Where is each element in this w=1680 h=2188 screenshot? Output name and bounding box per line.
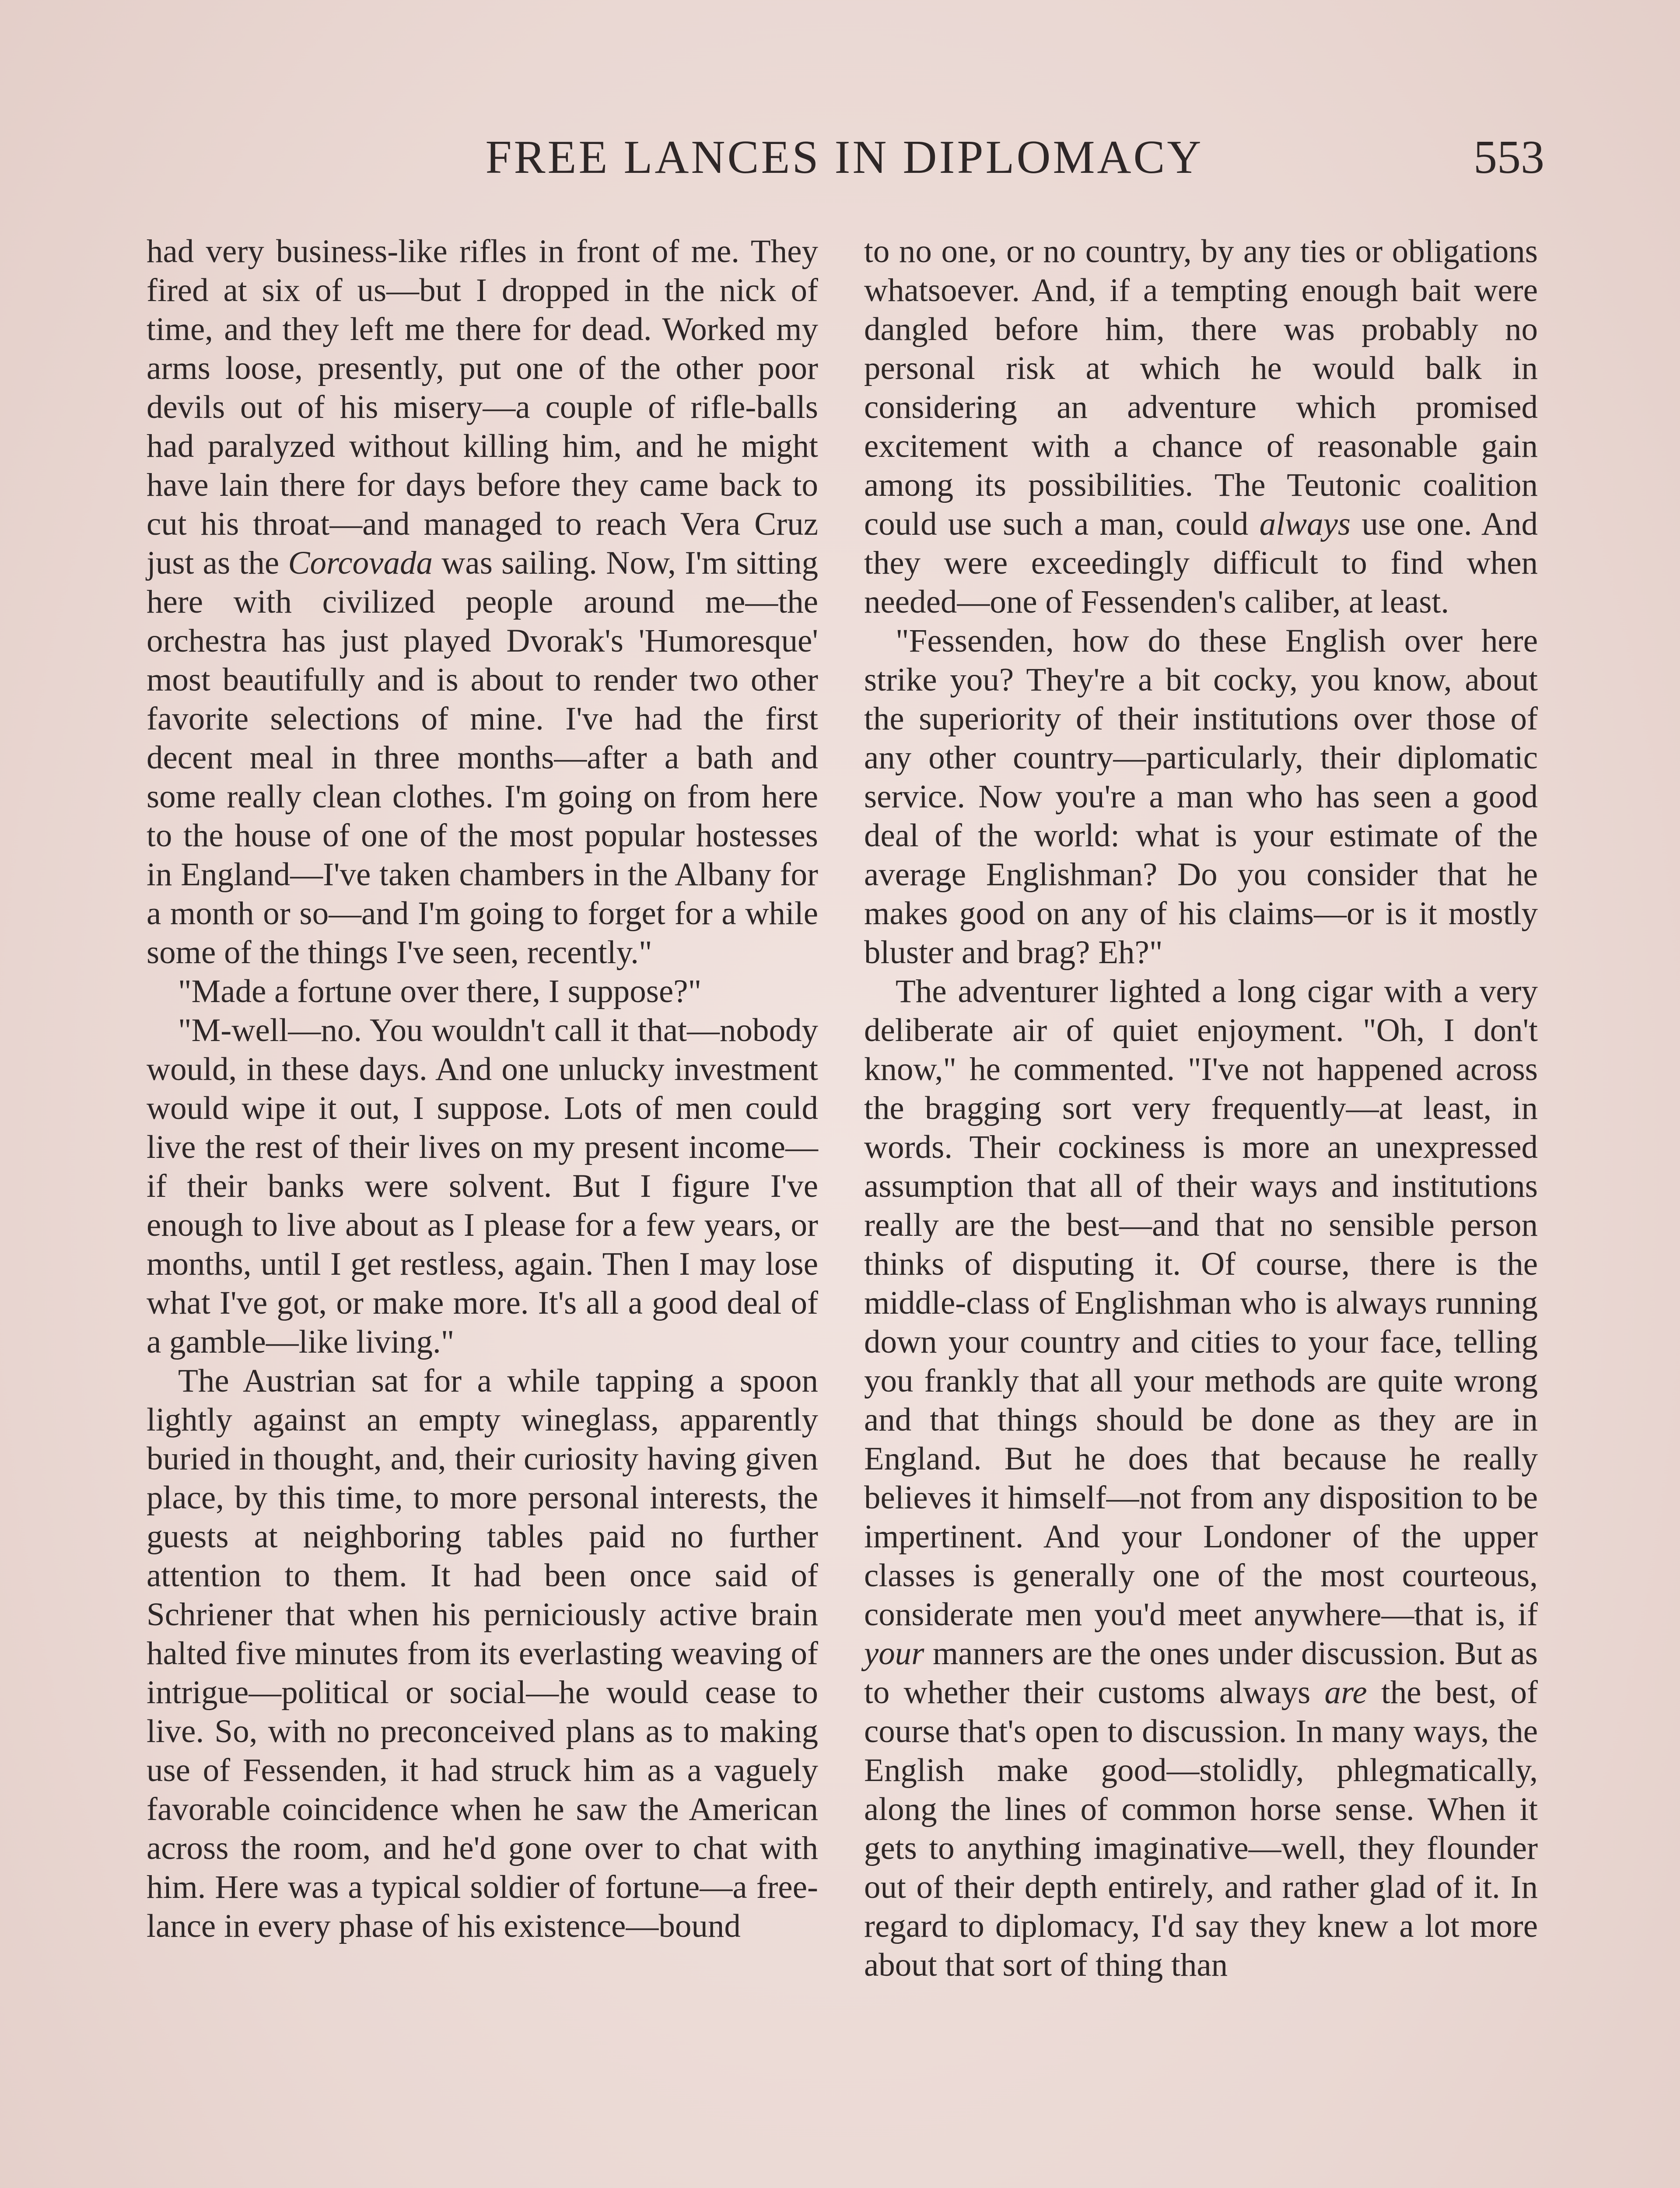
paragraph-text: the best, of course that's open to discussion. In many ways, the English make good—stolidly, phlegmatically, along the lines of common horse sense. When it gets to anything imaginative—well, they flounder out of their depth entirely, and rather glad of it. In regard to diplomacy, I'd say they knew a lot more about that sort of thing than [864, 1674, 1538, 1983]
paragraph-text: The adventurer lighted a long cigar with a very deliberate air of quiet enjoyment. "Oh, I don't know," he commented. "I've not happened across the bragging sort very frequently—at least, in words. Their cockiness is more an unexpressed assumption that all of their ways and institutions really are the best—and that no sensible person thinks of disputing it. Of course, there is the middle-class of Englishman who is always running down your country and cities to your face, telling you frankly that all your methods are quite wrong and that things should be done as they are in England. But he does that because he really believes it himself—not from any disposition to be impertinent. And your Londoner of the upper classes is generally one of the most courteous, considerate men you'd meet anywhere—that is, if [864, 973, 1538, 1633]
paragraph [864, 232, 1538, 621]
paragraph-text: was sailing. Now, I'm sitting here with civilized people around me—the orchestra has just played Dvorak's 'Humoresque' most beautifully and is about to render two other favorite selections of mine. I've had the first decent meal in three months—after a bath and some really clean clothes. I'm going on from here to the house of one of the most popular hostesses in England—I've taken chambers in the Albany for a month or so—and I'm going to forget for a while some of the things I've seen, recently." [147, 545, 818, 971]
italic-text: always [1259, 506, 1351, 542]
paragraph: The Austrian sat for a while tapping a spoon lightly against an empty wineglass, apparently buried in thought, and, their curiosity having given place, by this time, to more personal interests, the guests at neighboring tables paid no further attention to them. It had been once said of Schriener that when his perniciously active brain halted five minutes from its everlasting weaving of intrigue—political or social—he would cease to live. So, with no preconceived plans as to making use of Fessenden, it had struck him as a vaguely favorable coincidence when he saw the American across the room, and he'd gone over to chat with him. Here was a typical soldier of fortune—a free-lance in every phase of his existence—bound [147, 1363, 818, 1944]
paragraph: "Fessenden, how do these English over here strike you? They're a bit cocky, you know, about the superiority of their institutions over those of any other country—particularly, their diplomatic service. Now you're a man who has seen a good deal of the world: what is your estimate of the average Englishman? Do you consider that he makes good on any of his claims—or is it mostly bluster and brag? Eh?" [864, 623, 1538, 971]
page-title: FREE LANCES IN DIPLOMACY [485, 131, 1204, 183]
paragraph-text: had very business-like rifles in front of me. They fired at six of us—but I dropped in the nick of time, and they left me there for dead. Worked my arms loose, presently, put one of the other poor devils out of his misery—a couple of rifle-balls had paralyzed without killing him, and he might have lain there for days before they came back to cut his throat—and managed to reach Vera Cruz just as the [147, 233, 818, 581]
page-number: 553 [1474, 131, 1544, 183]
italic-text: your [864, 1635, 924, 1672]
italic-text: are [1324, 1674, 1367, 1711]
italic-text: Corcovada [288, 545, 433, 581]
left-column [147, 232, 818, 1946]
paragraph [864, 972, 1538, 1985]
running-header [144, 131, 1544, 184]
paragraph-text: use one. And they were exceedingly difficult to find when needed—one of Fessenden's caliber, at least. [864, 506, 1538, 620]
paragraph [147, 232, 818, 972]
paragraph-text: to no one, or no country, by any ties or obligations whatsoever. And, if a tempting enough bait were dangled before him, there was probably no personal risk at which he would balk in considering an adventure which promised excitement with a chance of reasonable gain among its possibilities. The Teutonic coalition could use such a man, could [864, 233, 1538, 542]
paragraph: "M-well—no. You wouldn't call it that—nobody would, in these days. And one unlucky investment would wipe it out, I suppose. Lots of men could live the rest of their lives on my present income—if their banks were solvent. But I figure I've enough to live about as I please for a few years, or months, until I get restless, again. Then I may lose what I've got, or make more. It's all a good deal of a gamble—like living." [147, 1012, 818, 1360]
right-column [864, 232, 1538, 1985]
paragraph-text: manners are the ones under discussion. But as to whether their customs always [864, 1635, 1538, 1711]
paragraph: "Made a fortune over there, I suppose?" [178, 973, 702, 1010]
